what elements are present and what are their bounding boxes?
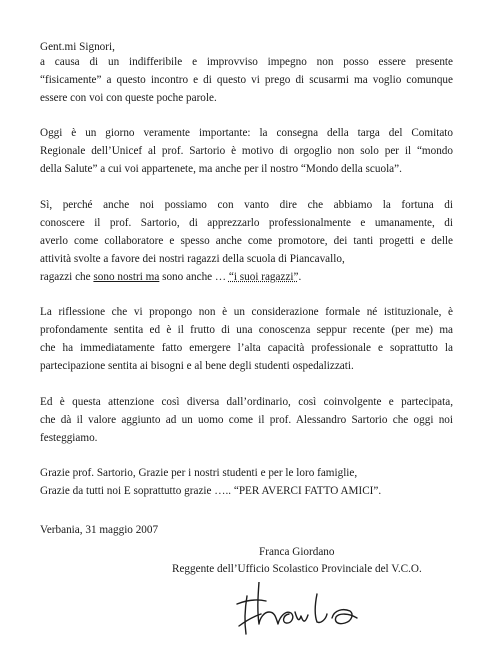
- paragraph-4-line-4: partecipazione sentita ai bisogni e al bene degli studenti ospedalizzati.: [40, 360, 354, 372]
- place-date: Verbania, 31 maggio 2007: [40, 524, 159, 536]
- paragraph-2-line-1: Oggi è un giorno veramente importante: la consegna della targa del Comitato: [40, 127, 453, 139]
- paragraph-1-line-2: “fisicamente” a questo incontro e di questo vi prego di scusarmi ma voglio comunque: [40, 74, 453, 86]
- paragraph-2-line-2: Regionale dell’Unicef al prof. Sartorio è motivo di orgoglio non solo per il “mondo: [40, 145, 453, 157]
- salutation: Gent.mi Signori,: [40, 41, 115, 53]
- paragraph-3-line-5: [40, 270, 301, 284]
- dotted-phrase: “i suoi ragazzi”: [228, 271, 299, 283]
- paragraph-3-line-1: Sì, perché anche noi possiamo con vanto dire che abbiamo la fortuna di: [40, 199, 453, 211]
- paragraph-4-line-2: profondamente sentita ed è il frutto di una conoscenza seppur recente (per me) ma: [40, 324, 453, 336]
- paragraph-4-line-1: La riflessione che vi propongo non è un considerazione formale né istituzionale, è: [40, 306, 453, 318]
- underlined-phrase: sono nostri ma: [93, 271, 160, 283]
- paragraph-1-line-1: a causa di un indifferibile e improvviso impegno non posso essere presente: [40, 56, 453, 68]
- paragraph-3-text-middle: sono anche …: [159, 271, 229, 283]
- paragraph-5-line-1: Ed è questa attenzione così diversa dall’ordinario, così coinvolgente e partecipata,: [40, 396, 453, 408]
- signer-name: Franca Giordano: [259, 546, 335, 558]
- paragraph-3-text-after: .: [298, 271, 302, 283]
- handwritten-signature: [233, 582, 363, 638]
- thanks-line-1: Grazie prof. Sartorio, Grazie per i nostri studenti e per le loro famiglie,: [40, 467, 358, 479]
- paragraph-5-line-2: che dà il valore aggiunto ad un uomo come il prof. Alessandro Sartorio che oggi noi: [40, 414, 453, 426]
- paragraph-3-line-2: conoscere il prof. Sartorio, di apprezzarlo professionalmente e umanamente, di: [40, 217, 453, 229]
- paragraph-3-line-4: attività svolte a favore dei nostri ragazzi della scuola di Piancavallo,: [40, 253, 345, 265]
- paragraph-3-text-before: ragazzi che: [40, 271, 94, 283]
- paragraph-2-line-3: della Salute” a cui voi appartenete, ma anche per il nostro “Mondo della scuola”.: [40, 163, 402, 175]
- signer-title: Reggente dell’Ufficio Scolastico Provinciale del V.C.O.: [172, 563, 422, 575]
- paragraph-5-line-3: festeggiamo.: [40, 432, 98, 444]
- paragraph-4-line-3: che ha immediatamente fatto emergere l’alta capacità professionale e soprattutto la: [40, 342, 453, 354]
- thanks-line-2: Grazie da tutti noi E soprattutto grazie ….. “PER AVERCI FATTO AMICI”.: [40, 485, 382, 497]
- paragraph-1-line-3: essere con voi con queste poche parole.: [40, 92, 217, 104]
- paragraph-3-line-3: averlo come collaboratore e spesso anche come promotore, dei tanti progetti e delle: [40, 235, 453, 247]
